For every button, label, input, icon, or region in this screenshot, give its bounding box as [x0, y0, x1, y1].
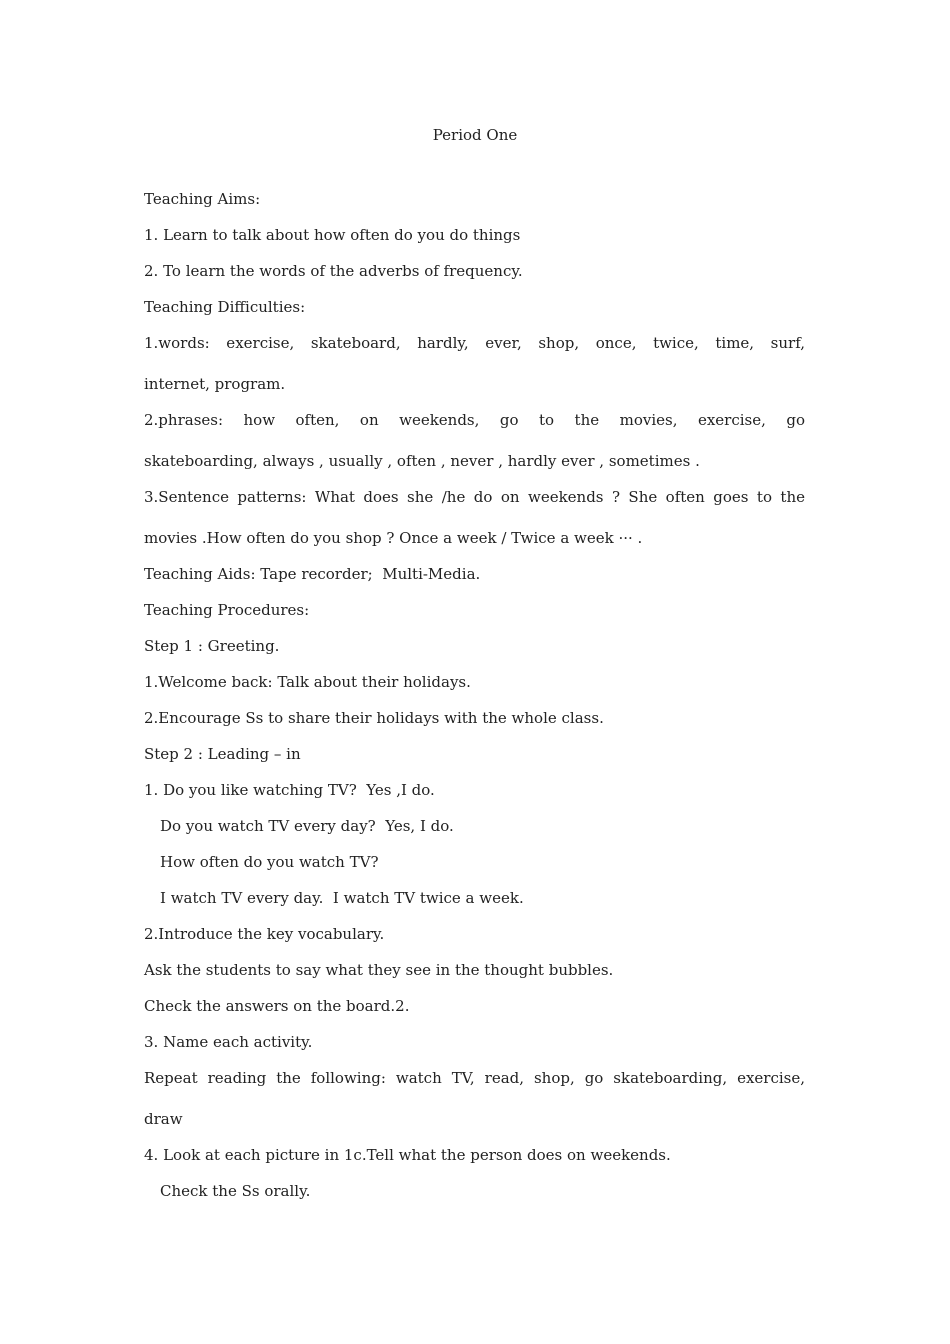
step-1-heading: Step 1 : Greeting. — [144, 637, 280, 655]
check-orally: Check the Ss orally. — [160, 1182, 311, 1200]
teaching-aids: Teaching Aids: Tape recorder; Multi-Media. — [144, 565, 481, 583]
phrases-line-1: 2.phrases: how often, on weekends, go to the movies, exercise, go — [144, 411, 805, 429]
words-line-2: internet, program. — [144, 375, 286, 393]
aim-2: 2. To learn the words of the adverbs of frequency. — [144, 262, 523, 280]
dialogue-line-2: Do you watch TV every day? Yes, I do. — [160, 817, 454, 835]
dialogue-line-1: 1. Do you like watching TV? Yes ,I do. — [144, 781, 435, 799]
words-line-1: 1.words: exercise, skateboard, hardly, ever, shop, once, twice, time, surf, — [144, 334, 805, 352]
step-1-item-1: 1.Welcome back: Talk about their holidays. — [144, 673, 471, 691]
name-activity-item: 3. Name each activity. — [144, 1033, 313, 1051]
ask-instruction: Ask the students to say what they see in the thought bubbles. — [144, 961, 614, 979]
repeat-line-2: draw — [144, 1110, 183, 1128]
aim-1: 1. Learn to talk about how often do you do things — [144, 226, 521, 244]
dialogue-line-4: I watch TV every day. I watch TV twice a week. — [160, 889, 524, 907]
step-2-heading: Step 2 : Leading – in — [144, 745, 301, 763]
look-item: 4. Look at each picture in 1c.Tell what the person does on weekends. — [144, 1146, 671, 1164]
vocab-item: 2.Introduce the key vocabulary. — [144, 925, 385, 943]
difficulties-heading: Teaching Difficulties: — [144, 298, 306, 316]
aims-heading: Teaching Aims: — [144, 190, 261, 208]
repeat-line-1: Repeat reading the following: watch TV, read, shop, go skateboarding, exercise, — [144, 1069, 805, 1087]
patterns-line-2: movies .How often do you shop ? Once a week / Twice a week ··· . — [144, 529, 643, 547]
phrases-line-2: skateboarding, always , usually , often , never , hardly ever , sometimes . — [144, 452, 700, 470]
check-instruction: Check the answers on the board.2. — [144, 997, 410, 1015]
page-title: Period One — [432, 126, 518, 144]
dialogue-line-3: How often do you watch TV? — [160, 853, 379, 871]
step-1-item-2: 2.Encourage Ss to share their holidays with the whole class. — [144, 709, 604, 727]
procedures-heading: Teaching Procedures: — [144, 601, 310, 619]
patterns-line-1: 3.Sentence patterns: What does she /he do on weekends ? She often goes to the — [144, 488, 805, 506]
